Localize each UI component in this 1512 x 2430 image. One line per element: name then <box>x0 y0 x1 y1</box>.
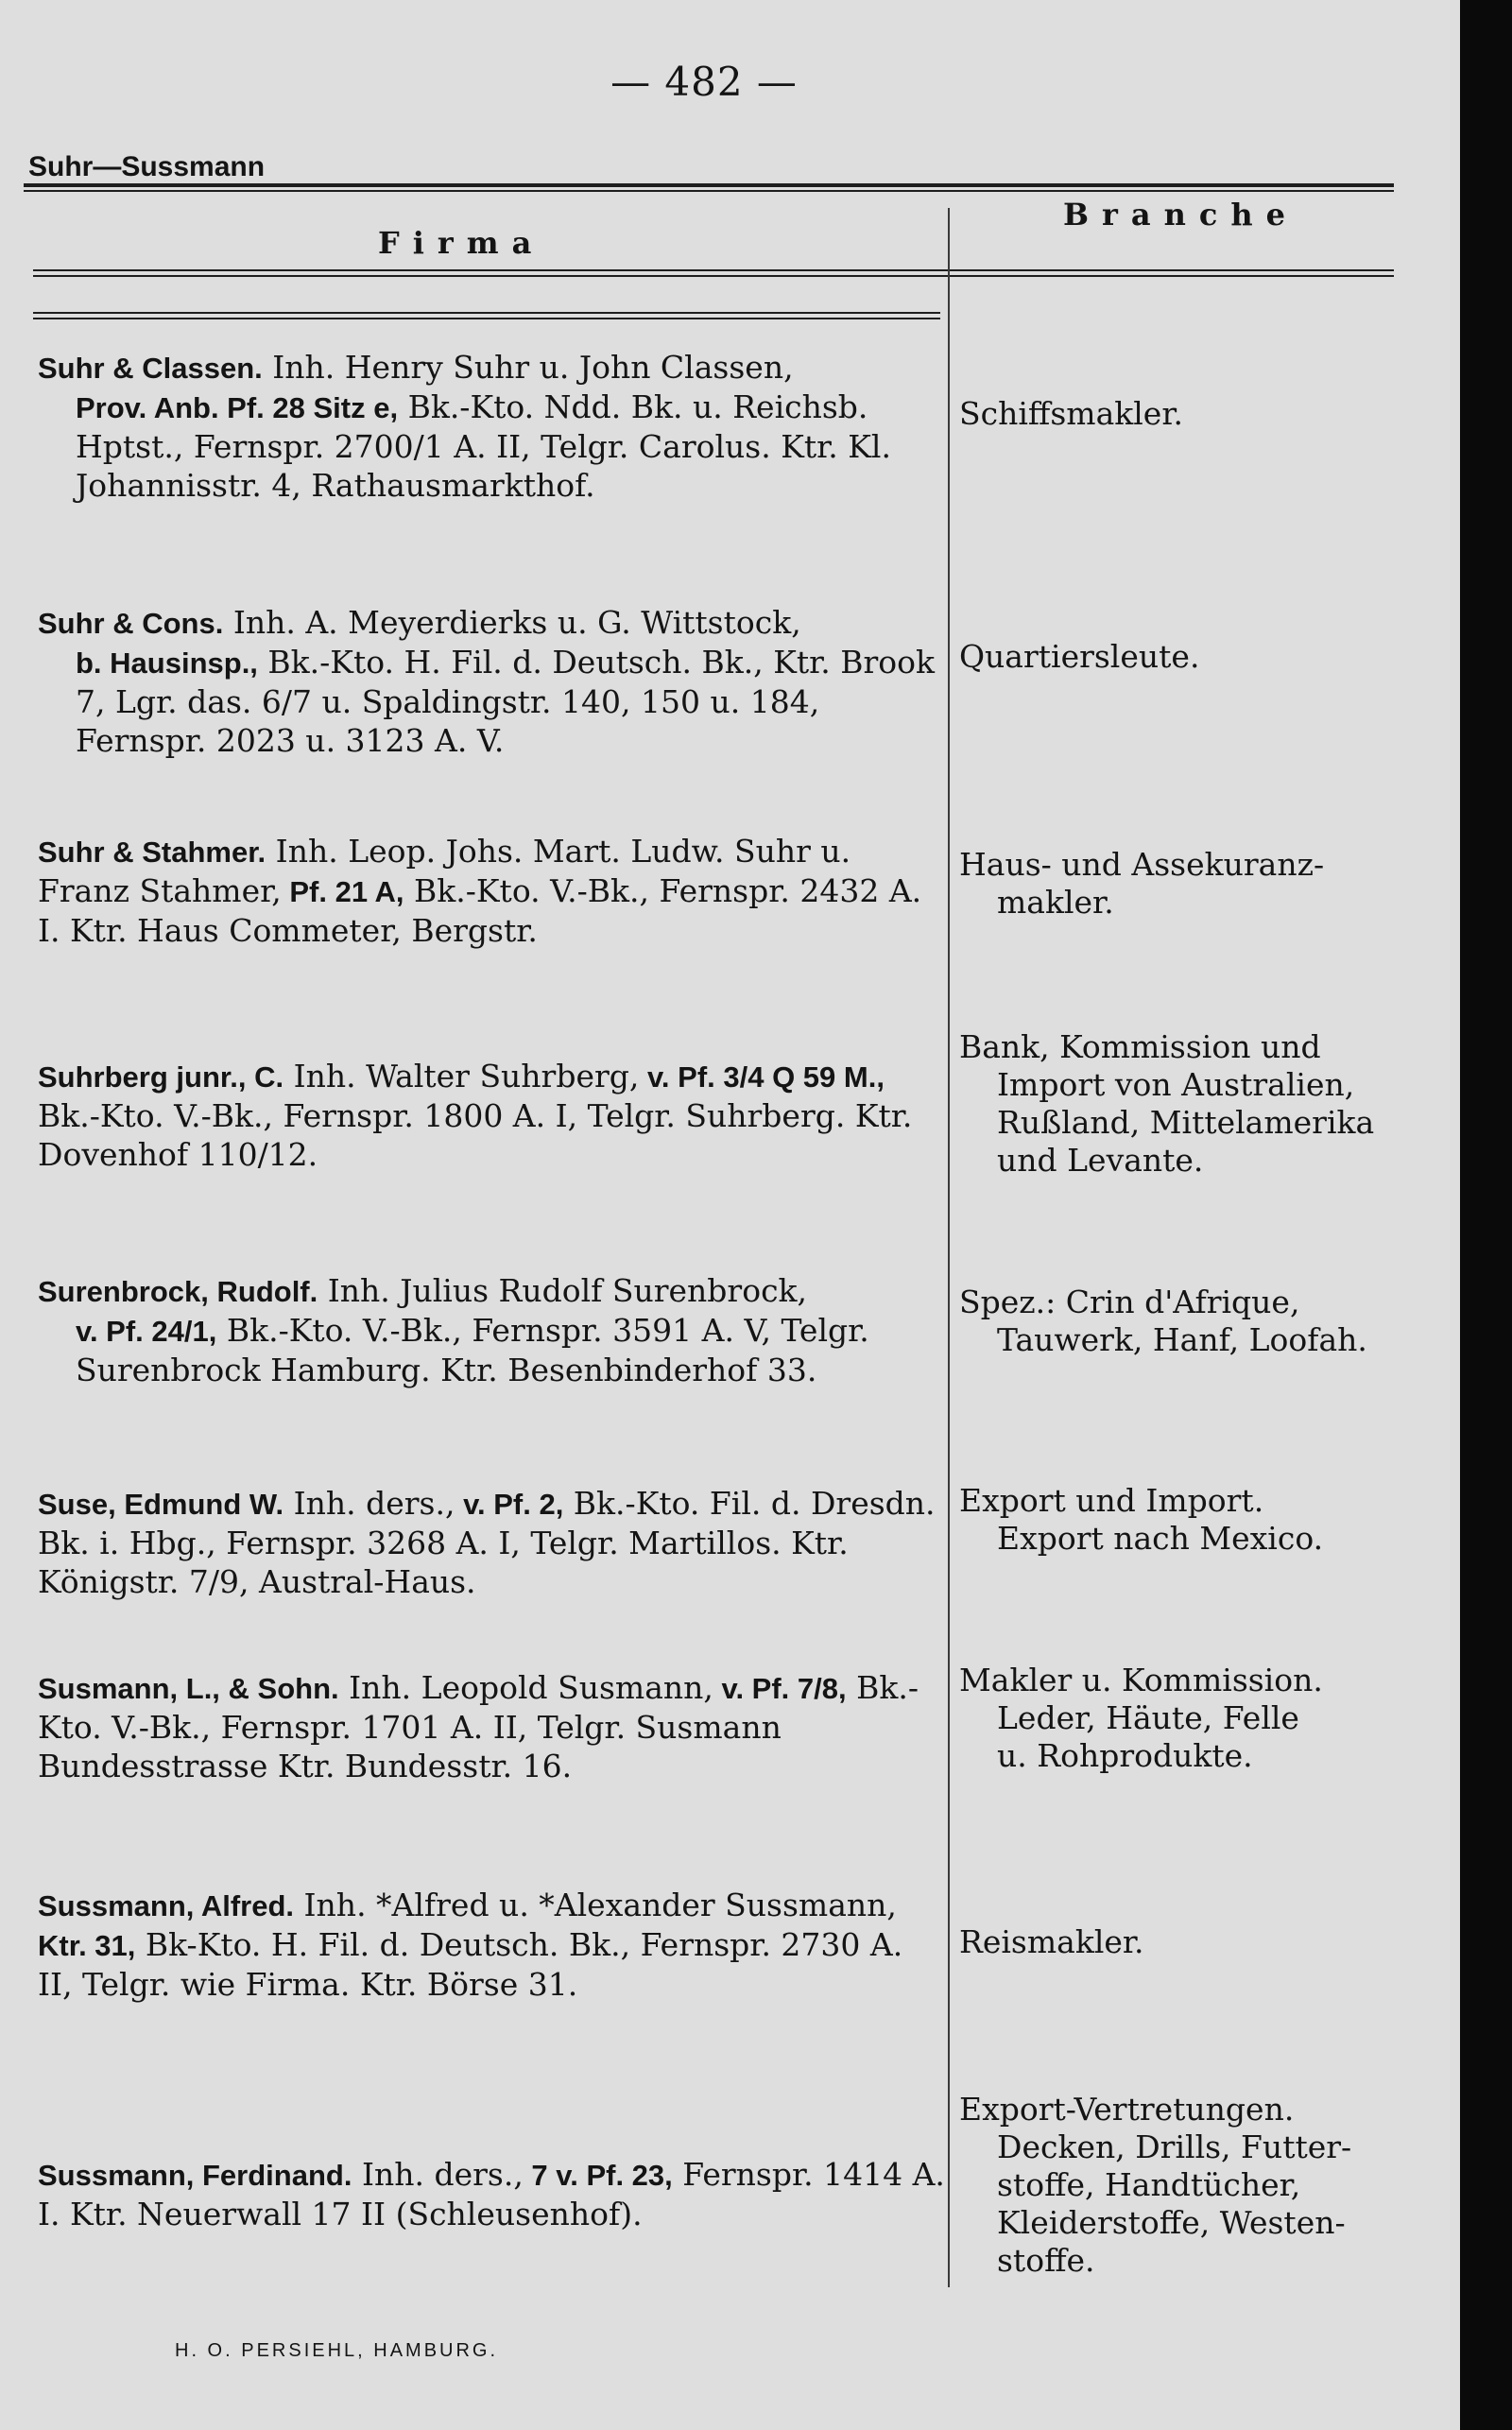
firm-column-rule-2 <box>33 318 940 319</box>
entry-sussmann-ferdinand <box>38 2155 945 2233</box>
top-rule <box>24 183 1394 187</box>
firm-bold-detail: v. Pf. 3/4 Q 59 M., <box>639 1060 885 1094</box>
branch-line: Spez.: Crin d'Afrique, <box>959 1284 1300 1320</box>
firm-bold-detail: Ktr. 31, <box>38 1929 136 1962</box>
branch-suhrberg <box>959 1028 1441 1180</box>
firm-owner: Inh. ders., <box>284 1485 455 1522</box>
firm-name: Suhr & Stahmer. <box>38 836 266 869</box>
branch-line: u. Rohprodukte. <box>997 1737 1253 1774</box>
branch-line: stoffe. <box>997 2242 1095 2279</box>
firm-name: Suse, Edmund W. <box>38 1488 284 1521</box>
branch-susmann-sohn <box>959 1662 1441 1775</box>
branch-line: und Levante. <box>997 1142 1204 1179</box>
top-rule-thin <box>24 190 1394 192</box>
firm-details: Fernspr. 1414 A. I. Ktr. Neuerwall 17 II (Schleusenhof). <box>38 2156 945 2232</box>
branch-suhr-stahmer <box>959 846 1441 922</box>
firm-bold-detail: v. Pf. 2, <box>455 1488 564 1521</box>
entry-suhr-stahmer <box>38 832 945 950</box>
firm-name: Sussmann, Alfred. <box>38 1889 295 1922</box>
entry-suhr-cons <box>38 603 945 760</box>
branch-line: makler. <box>997 884 1114 921</box>
firm-owner: Inh. Walter Suhrberg, <box>284 1058 640 1094</box>
firm-name: Suhr & Classen. <box>38 352 263 385</box>
running-head: Suhr—Sussmann <box>28 151 266 182</box>
branch-line: Tauwerk, Hanf, Loofah. <box>997 1321 1367 1358</box>
column-divider <box>948 208 950 2287</box>
branch-sussmann-ferdinand <box>959 2091 1441 2280</box>
branch-surenbrock <box>959 1284 1441 1359</box>
branch-line: Haus- und Assekuranz- <box>959 846 1325 883</box>
firm-owner: Inh. Leopold Susmann, <box>338 1669 713 1706</box>
firm-name: Surenbrock, Rudolf. <box>38 1275 318 1308</box>
entry-surenbrock <box>38 1271 945 1389</box>
branch-suhr-cons <box>959 638 1441 676</box>
firm-details: Bk.-Kto. V.-Bk., Fernspr. 1800 A. I, Telgr. Suhrberg. Ktr. Dovenhof 110/12. <box>38 1097 913 1173</box>
column-heading-firm: Firma <box>378 225 545 261</box>
scan-edge-shadow <box>1460 0 1512 2430</box>
branch-line: Export und Import. <box>959 1482 1264 1519</box>
entry-sussmann-alfred <box>38 1886 945 2004</box>
firm-details: Bk.-Kto. V.-Bk., Fernspr. 2432 A. I. Ktr. Haus Commeter, Bergstr. <box>38 872 922 949</box>
branch-line: Export nach Mexico. <box>997 1520 1324 1557</box>
header-rule <box>33 269 1394 271</box>
branch-line: Quartiersleute. <box>959 638 1200 675</box>
branch-line: Kleiderstoffe, Westen- <box>997 2204 1346 2241</box>
firm-bold-detail: v. Pf. 24/1, <box>76 1315 217 1348</box>
entry-susmann-sohn <box>38 1668 945 1785</box>
branch-line: Makler u. Kommission. <box>959 1662 1323 1698</box>
firm-owner: Inh. ders., <box>352 2156 524 2193</box>
firm-owner: Inh. A. Meyerdierks u. G. Wittstock, <box>223 604 801 641</box>
branch-line: Rußland, Mittelamerika <box>997 1104 1375 1141</box>
firm-name: Suhr & Cons. <box>38 607 224 640</box>
branch-line: Export-Vertretungen. <box>959 2091 1295 2128</box>
branch-line: Schiffsmakler. <box>959 395 1183 432</box>
branch-line: Bank, Kommission und <box>959 1028 1321 1065</box>
firm-name: Sussmann, Ferdinand. <box>38 2159 352 2192</box>
firm-details: Bk.-Kto. V.-Bk., Fernspr. 3591 A. V, Telgr. Surenbrock Hamburg. Ktr. Besenbinderhof 33. <box>76 1312 869 1388</box>
entry-suse <box>38 1484 945 1601</box>
branch-line: Import von Australien, <box>997 1066 1355 1103</box>
header-rule-2 <box>33 275 1394 277</box>
branch-line: Decken, Drills, Futter- <box>997 2128 1352 2165</box>
page-number: — 482 — <box>610 59 798 105</box>
branch-suhr-classen <box>959 395 1441 433</box>
branch-line: stoffe, Handtücher, <box>997 2166 1301 2203</box>
branch-line: Reismakler. <box>959 1923 1144 1960</box>
entry-suhrberg <box>38 1057 945 1174</box>
firm-details: Bk.-Kto. H. Fil. d. Deutsch. Bk., Ktr. Brook 7, Lgr. das. 6/7 u. Spaldingstr. 140, 150 u. 184, Fernspr. 2023 u. 3123 A. V. <box>76 644 935 759</box>
firm-name: Suhrberg junr., C. <box>38 1060 284 1094</box>
firm-bold-detail: Prov. Anb. Pf. 28 Sitz e, <box>76 391 399 424</box>
firm-owner: Inh. Julius Rudolf Surenbrock, <box>318 1272 808 1309</box>
column-heading-branch: Branche <box>1063 197 1299 233</box>
firm-column-rule <box>33 312 940 314</box>
firm-owner: Inh. Henry Suhr u. John Classen, <box>262 349 794 386</box>
firm-details: Bk.-Kto. Ndd. Bk. u. Reichsb. Hptst., Fernspr. 2700/1 A. II, Telgr. Carolus. Ktr. Kl. Johannisstr. 4, Rathausmarkthof. <box>76 388 891 504</box>
firm-owner: Inh. Leop. Johs. Mart. Ludw. Suhr u. Franz Stahmer, <box>38 833 851 909</box>
branch-sussmann-alfred <box>959 1923 1441 1961</box>
firm-owner: Inh. *Alfred u. *Alexander Sussmann, <box>294 1887 897 1923</box>
firm-details: Bk.-Kto. V.-Bk., Fernspr. 1701 A. II, Telgr. Susmann Bundesstrasse Ktr. Bundesstr. 16. <box>38 1669 919 1784</box>
firm-bold-detail: b. Hausinsp., <box>76 646 258 680</box>
firm-bold-detail: 7 v. Pf. 23, <box>523 2159 673 2192</box>
firm-details: Bk.-Kto. Fil. d. Dresdn. Bk. i. Hbg., Fernspr. 3268 A. I, Telgr. Martillos. Ktr. Königstr. 7/9, Austral-Haus. <box>38 1485 936 1600</box>
firm-bold-detail: v. Pf. 7/8, <box>713 1672 847 1705</box>
printer-imprint: H. O. PERSIEHL, HAMBURG. <box>175 2340 499 2361</box>
entry-suhr-classen <box>38 348 945 505</box>
firm-details: Bk-Kto. H. Fil. d. Deutsch. Bk., Fernspr. 2730 A. II, Telgr. wie Firma. Ktr. Börse 31. <box>38 1926 903 2003</box>
branch-suse <box>959 1482 1441 1558</box>
firm-bold-detail: Pf. 21 A, <box>281 875 404 908</box>
firm-name: Susmann, L., & Sohn. <box>38 1672 339 1705</box>
branch-line: Leder, Häute, Felle <box>997 1699 1299 1736</box>
